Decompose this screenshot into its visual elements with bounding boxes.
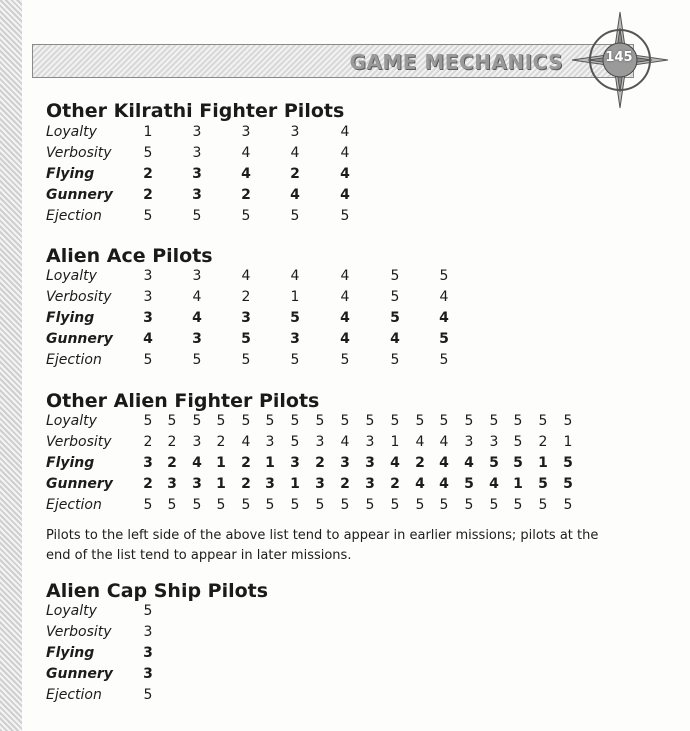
row-label-verbosity: Verbosity <box>46 624 112 640</box>
stat-value: 5 <box>415 413 425 429</box>
stat-value: 4 <box>390 455 400 471</box>
section-title-alien-cap-ship-pilots: Alien Cap Ship Pilots <box>46 580 269 602</box>
stat-value: 2 <box>241 289 251 305</box>
stat-value: 3 <box>143 310 153 326</box>
stat-value: 2 <box>340 476 350 492</box>
stat-value: 5 <box>390 310 400 326</box>
page-number: 145 <box>605 50 633 65</box>
pilot-order-note: Pilots to the left side of the above list tend to appear in earlier missions; pilots at the end of the list tend to appear in later missions. <box>46 528 599 563</box>
stat-value: 5 <box>315 413 325 429</box>
stat-value: 2 <box>241 476 251 492</box>
stat-value: 5 <box>489 497 499 513</box>
stat-value: 2 <box>538 434 548 450</box>
stat-value: 4 <box>439 455 449 471</box>
stat-value: 4 <box>340 166 350 182</box>
stat-value: 3 <box>290 455 300 471</box>
stat-value: 4 <box>415 434 425 450</box>
stat-value: 3 <box>143 268 153 284</box>
stat-value: 1 <box>538 455 548 471</box>
stat-value: 2 <box>241 455 251 471</box>
stat-value: 4 <box>241 434 251 450</box>
page-edge-texture <box>0 0 22 731</box>
stat-value: 5 <box>216 413 226 429</box>
stat-value: 5 <box>192 208 202 224</box>
stat-value: 4 <box>241 145 251 161</box>
stat-value: 5 <box>241 352 251 368</box>
stat-value: 3 <box>192 124 202 140</box>
row-label-gunnery: Gunnery <box>46 331 113 347</box>
stat-value: 3 <box>315 434 325 450</box>
stat-value: 3 <box>167 476 177 492</box>
stat-value: 3 <box>365 434 375 450</box>
stat-value: 1 <box>563 434 573 450</box>
stat-value: 5 <box>538 497 548 513</box>
stat-value: 5 <box>538 476 548 492</box>
stat-value: 3 <box>365 476 375 492</box>
stat-value: 2 <box>290 166 300 182</box>
stat-value: 5 <box>265 497 275 513</box>
stat-value: 3 <box>315 476 325 492</box>
stat-value: 5 <box>241 331 251 347</box>
stat-value: 5 <box>143 352 153 368</box>
stat-value: 4 <box>241 268 251 284</box>
stat-value: 5 <box>290 310 300 326</box>
stat-value: 5 <box>192 413 202 429</box>
stat-value: 5 <box>290 208 300 224</box>
stat-value: 3 <box>340 455 350 471</box>
section-title-alien-fighter-pilots: Other Alien Fighter Pilots <box>46 390 320 412</box>
row-label-ejection: Ejection <box>46 352 102 368</box>
stat-value: 3 <box>489 434 499 450</box>
stat-value: 4 <box>192 310 202 326</box>
stat-value: 5 <box>489 455 499 471</box>
stat-value: 3 <box>192 187 202 203</box>
stat-value: 5 <box>143 497 153 513</box>
stat-value: 5 <box>390 289 400 305</box>
stat-value: 4 <box>390 331 400 347</box>
row-label-verbosity: Verbosity <box>46 434 112 450</box>
stat-value: 4 <box>290 145 300 161</box>
stat-value: 5 <box>489 413 499 429</box>
stat-value: 5 <box>143 208 153 224</box>
stat-value: 4 <box>340 331 350 347</box>
stat-value: 2 <box>143 187 153 203</box>
stat-value: 5 <box>464 497 474 513</box>
stat-value: 5 <box>365 497 375 513</box>
stat-value: 5 <box>192 352 202 368</box>
row-label-verbosity: Verbosity <box>46 145 112 161</box>
stat-value: 3 <box>192 268 202 284</box>
stat-value: 3 <box>265 434 275 450</box>
stat-value: 5 <box>290 434 300 450</box>
stat-value: 4 <box>439 310 449 326</box>
stat-value: 3 <box>143 666 153 682</box>
section-title-alien-ace-pilots: Alien Ace Pilots <box>46 245 213 267</box>
stat-value: 5 <box>513 455 523 471</box>
stat-value: 4 <box>340 289 350 305</box>
stat-value: 3 <box>241 310 251 326</box>
row-label-loyalty: Loyalty <box>46 124 97 140</box>
stat-value: 5 <box>143 687 153 703</box>
stat-value: 3 <box>192 331 202 347</box>
stat-value: 5 <box>513 497 523 513</box>
row-label-ejection: Ejection <box>46 208 102 224</box>
row-label-gunnery: Gunnery <box>46 187 113 203</box>
stat-value: 5 <box>390 268 400 284</box>
stat-value: 3 <box>143 455 153 471</box>
stat-value: 1 <box>513 476 523 492</box>
stat-value: 4 <box>192 289 202 305</box>
stat-value: 5 <box>439 268 449 284</box>
stat-value: 5 <box>563 413 573 429</box>
stat-value: 2 <box>390 476 400 492</box>
stat-value: 4 <box>143 331 153 347</box>
stat-value: 3 <box>265 476 275 492</box>
stat-value: 5 <box>563 497 573 513</box>
stat-value: 4 <box>415 476 425 492</box>
stat-value: 5 <box>340 208 350 224</box>
stat-value: 4 <box>290 268 300 284</box>
stat-value: 3 <box>192 476 202 492</box>
stat-value: 5 <box>143 145 153 161</box>
stat-value: 1 <box>290 476 300 492</box>
stat-value: 3 <box>464 434 474 450</box>
stat-value: 5 <box>513 434 523 450</box>
stat-value: 1 <box>265 455 275 471</box>
stat-value: 5 <box>241 413 251 429</box>
stat-value: 2 <box>167 434 177 450</box>
stat-value: 5 <box>415 497 425 513</box>
stat-value: 3 <box>290 331 300 347</box>
stat-value: 5 <box>563 455 573 471</box>
stat-value: 4 <box>241 166 251 182</box>
stat-value: 5 <box>464 413 474 429</box>
stat-value: 5 <box>192 497 202 513</box>
stat-value: 2 <box>315 455 325 471</box>
stat-value: 1 <box>390 434 400 450</box>
stat-value: 4 <box>340 187 350 203</box>
stat-value: 1 <box>143 124 153 140</box>
stat-value: 5 <box>143 413 153 429</box>
stat-value: 2 <box>241 187 251 203</box>
stat-value: 4 <box>340 434 350 450</box>
stat-value: 3 <box>192 145 202 161</box>
row-label-loyalty: Loyalty <box>46 268 97 284</box>
stat-value: 3 <box>192 434 202 450</box>
stat-value: 4 <box>464 455 474 471</box>
stat-value: 3 <box>241 124 251 140</box>
row-label-flying: Flying <box>46 645 95 661</box>
row-label-flying: Flying <box>46 310 95 326</box>
stat-value: 5 <box>340 497 350 513</box>
stat-value: 5 <box>315 497 325 513</box>
stat-value: 3 <box>365 455 375 471</box>
section-title-kilrathi-fighter-pilots: Other Kilrathi Fighter Pilots <box>46 100 345 122</box>
stat-value: 5 <box>390 413 400 429</box>
stat-value: 5 <box>241 208 251 224</box>
row-label-ejection: Ejection <box>46 497 102 513</box>
stat-value: 5 <box>439 331 449 347</box>
stat-value: 4 <box>340 268 350 284</box>
stat-value: 3 <box>290 124 300 140</box>
stat-value: 5 <box>167 413 177 429</box>
row-label-loyalty: Loyalty <box>46 413 97 429</box>
stat-value: 2 <box>167 455 177 471</box>
stat-value: 4 <box>290 187 300 203</box>
row-label-flying: Flying <box>46 166 95 182</box>
stat-value: 5 <box>241 497 251 513</box>
row-label-loyalty: Loyalty <box>46 603 97 619</box>
stat-value: 3 <box>143 624 153 640</box>
row-label-verbosity: Verbosity <box>46 289 112 305</box>
stat-value: 5 <box>365 413 375 429</box>
stat-value: 4 <box>340 145 350 161</box>
stat-value: 5 <box>390 352 400 368</box>
stat-value: 5 <box>216 497 226 513</box>
row-label-gunnery: Gunnery <box>46 666 113 682</box>
stat-value: 5 <box>439 413 449 429</box>
stat-value: 5 <box>167 497 177 513</box>
stat-value: 2 <box>143 476 153 492</box>
stat-value: 5 <box>464 476 474 492</box>
stat-value: 5 <box>340 352 350 368</box>
stat-value: 3 <box>143 645 153 661</box>
stat-value: 4 <box>439 289 449 305</box>
row-label-flying: Flying <box>46 455 95 471</box>
stat-value: 5 <box>513 413 523 429</box>
stat-value: 5 <box>265 413 275 429</box>
stat-value: 5 <box>290 352 300 368</box>
stat-value: 4 <box>340 124 350 140</box>
chapter-banner <box>32 44 634 78</box>
stat-value: 5 <box>439 497 449 513</box>
stat-value: 2 <box>415 455 425 471</box>
stat-value: 4 <box>489 476 499 492</box>
stat-value: 4 <box>340 310 350 326</box>
stat-value: 5 <box>439 352 449 368</box>
stat-value: 4 <box>192 455 202 471</box>
stat-value: 4 <box>439 476 449 492</box>
stat-value: 2 <box>216 434 226 450</box>
stat-value: 1 <box>216 455 226 471</box>
stat-value: 5 <box>390 497 400 513</box>
row-label-ejection: Ejection <box>46 687 102 703</box>
stat-value: 5 <box>143 603 153 619</box>
stat-value: 5 <box>538 413 548 429</box>
stat-value: 1 <box>216 476 226 492</box>
stat-value: 4 <box>439 434 449 450</box>
stat-value: 5 <box>290 497 300 513</box>
stat-value: 3 <box>192 166 202 182</box>
stat-value: 5 <box>290 413 300 429</box>
stat-value: 3 <box>143 289 153 305</box>
stat-value: 5 <box>563 476 573 492</box>
stat-value: 5 <box>340 413 350 429</box>
stat-value: 1 <box>290 289 300 305</box>
stat-value: 2 <box>143 434 153 450</box>
stat-value: 2 <box>143 166 153 182</box>
chapter-title: GAME MECHANICS <box>349 50 563 74</box>
row-label-gunnery: Gunnery <box>46 476 113 492</box>
